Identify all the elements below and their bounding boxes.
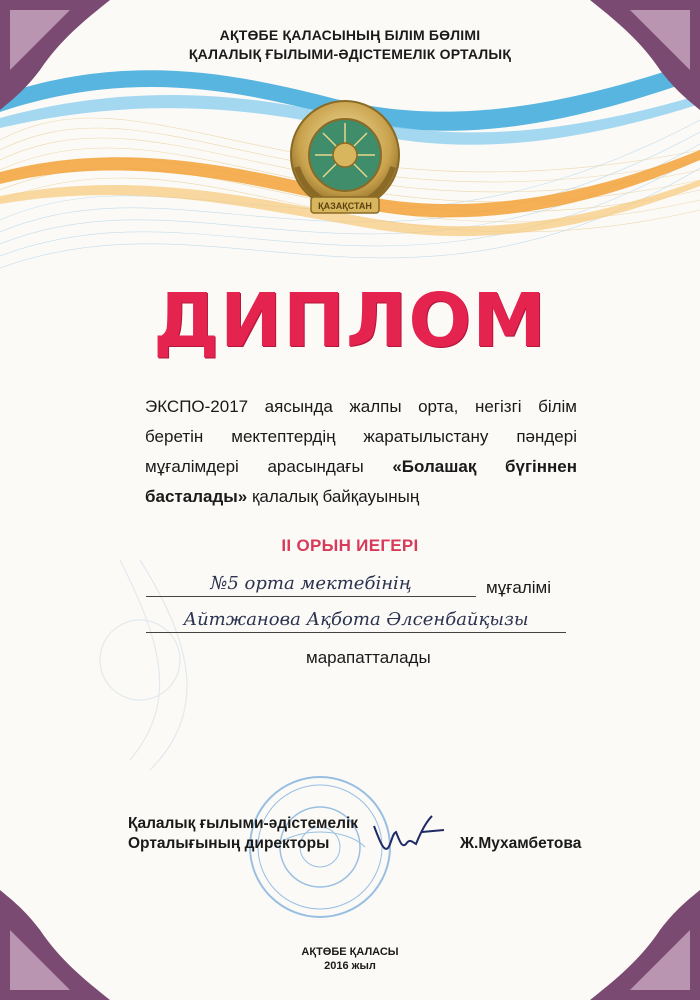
position-line-2: Орталығының директоры (128, 835, 330, 852)
city-name: АҚТӨБЕ ҚАЛАСЫ (301, 946, 399, 958)
director-position (128, 814, 358, 854)
issuer-line-2: ҚАЛАЛЫҚ ҒЫЛЫМИ-ӘДІСТЕМЕЛІК ОРТАЛЫҚ (188, 46, 512, 62)
issuer-line-1: АҚТӨБЕ ҚАЛАСЫНЫҢ БІЛІМ БӨЛІМІ (219, 27, 481, 43)
award-description (145, 392, 577, 512)
state-emblem-icon (285, 97, 405, 227)
contest-name: «Болашақ бүгіннен басталады» (145, 457, 578, 506)
position-line-1: Қалалық ғылыми-әдістемелік (128, 815, 359, 832)
issuer-header (0, 26, 700, 64)
issue-year: 2016 жыл (324, 960, 376, 972)
place-label: ІІ ОРЫН ИЕГЕРІ (281, 536, 419, 555)
diploma-title: ДИПЛОМ (153, 278, 547, 364)
place-and-year (0, 945, 700, 973)
director-signature-icon (370, 812, 450, 860)
emblem-ribbon-text: ҚАЗАҚСТАН (318, 201, 372, 211)
awarded-text: марапатталады (306, 648, 431, 667)
school-handwritten: №5 орта мектебінің (146, 572, 476, 597)
recipient-name-handwritten: Айтжанова Ақбота Әлсенбайқызы (146, 608, 566, 633)
description-text-1: ЭКСПО-2017 аясында жалпы орта, негізгі білім беретін мектептердің жаратылыстану пәндері мұғалімдері арасындағы (145, 397, 577, 476)
director-name: Ж.Мухамбетова (460, 835, 582, 852)
description-text-2: қалалық байқауының (247, 487, 420, 506)
school-suffix: мұғалімі (486, 578, 552, 597)
